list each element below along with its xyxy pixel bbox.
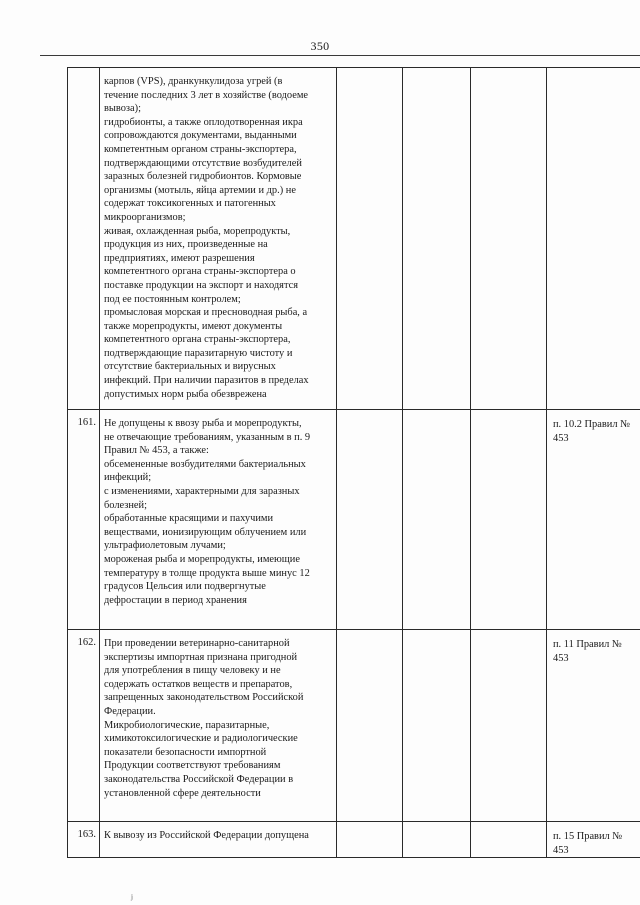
table-row (68, 630, 640, 822)
requirement-line: не отвечающие требованиям, указанным в п. 9 (104, 431, 311, 443)
requirement-line: Микробиологические, паразитарные, (104, 719, 270, 731)
requirement-line: При проведении ветеринарно-санитарной (104, 638, 290, 649)
requirement-line: содержать остатков веществ и препаратов, (104, 678, 293, 690)
empty-cell-b (403, 410, 471, 630)
requirement-line: компетентным органом страны-экспортера, (104, 143, 297, 155)
requirement-line: К вывозу из Российской Федерации допущена (104, 830, 309, 841)
requirement-line: компетентного органа страны-экспортера, (104, 334, 291, 346)
requirement-line: течение последних 3 лет в хозяйстве (водоеме (104, 89, 309, 101)
requirement-line: экспертизы импортная признана пригодной (104, 651, 298, 663)
requirement-line: подтверждающие паразитарную чистоту и (104, 347, 293, 359)
page-number: 350 (310, 39, 330, 53)
requirement-text (100, 822, 337, 858)
empty-cell-a (337, 68, 403, 410)
legal-reference: п. 11 Правил № 453 (547, 630, 640, 822)
requirement-line: градусов Цельсия или подвергнутые (104, 581, 266, 593)
requirement-line: Правил № 453, а также: (104, 445, 209, 457)
requirement-line: температуру в толще продукта выше минус 12 (104, 567, 310, 579)
requirement-line: инфекций. При наличии паразитов в пределах (104, 375, 309, 387)
requirement-line: Продукции соответствуют требованиям (104, 760, 281, 772)
legal-reference (547, 68, 640, 410)
requirement-line: отсутствие бактериальных и вирусных (104, 361, 276, 373)
requirement-line: мороженая рыба и морепродукты, имеющие (104, 553, 300, 565)
legal-reference: п. 15 Правил № 453 (547, 822, 640, 858)
requirement-line: установленной сфере деятельности (104, 787, 261, 799)
table-row (68, 822, 640, 858)
legal-reference: п. 10.2 Правил № 453 (547, 410, 640, 630)
requirement-text (100, 630, 337, 822)
row-number: 163. (68, 822, 100, 858)
empty-cell-c (471, 822, 547, 858)
requirement-line: показатели безопасности импортной (104, 746, 267, 758)
empty-cell-b (403, 822, 471, 858)
requirement-line: компетентного органа страны-экспортера о (104, 266, 296, 278)
requirement-line: законодательства Российской Федерации в (104, 773, 294, 785)
requirement-line: поставке продукции на экспорт и находятся (104, 279, 299, 291)
requirement-line: живая, охлажденная рыба, морепродукты, (104, 225, 291, 237)
requirement-line: веществами, ионизирующим облучением или (104, 526, 307, 538)
requirement-text (100, 410, 337, 630)
header-rule (40, 55, 640, 56)
requirement-line: гидробионты, а также оплодотворенная икра (104, 116, 303, 128)
requirement-line: организмы (мотыль, яйца артемии и др.) не (104, 184, 296, 196)
empty-cell-a (337, 630, 403, 822)
empty-cell-c (471, 68, 547, 410)
requirement-line: предприятиях, имеют разрешения (104, 252, 255, 264)
requirement-line: ультрафиолетовым лучами; (104, 540, 226, 552)
requirement-line: сопровождаются документами, выданными (104, 130, 297, 142)
requirement-line: химикотоксилогические и радиологические (104, 733, 298, 745)
requirement-line: промысловая морская и пресноводная рыба, а (104, 307, 308, 319)
requirement-line: Не допущены к ввозу рыба и морепродукты, (104, 418, 302, 429)
empty-cell-a (337, 822, 403, 858)
footer-mark: ј (131, 893, 133, 901)
requirement-line: Федерации. (104, 705, 156, 717)
requirement-line: содержат токсикогенных и патогенных (104, 198, 276, 210)
table-row (68, 410, 640, 630)
requirements-table (67, 67, 640, 858)
row-number: 162. (68, 630, 100, 822)
empty-cell-a (337, 410, 403, 630)
requirement-line: микроорганизмов; (104, 211, 186, 223)
requirement-line: заразных болезней гидробионтов. Кормовые (104, 171, 302, 183)
requirement-line: обсемененные возбудителями бактериальных (104, 458, 306, 470)
row-number (68, 68, 100, 410)
empty-cell-b (403, 630, 471, 822)
requirement-line: инфекций; (104, 472, 152, 484)
requirement-line: вывоза); (104, 103, 141, 115)
requirement-line: дефростации в период хранения (104, 594, 247, 606)
row-number: 161. (68, 410, 100, 630)
requirement-line: болезней; (104, 499, 147, 511)
table-row (68, 68, 640, 410)
empty-cell-b (403, 68, 471, 410)
empty-cell-c (471, 410, 547, 630)
requirement-line: также морепродукты, имеют документы (104, 320, 283, 332)
requirement-line: подтверждающими отсутствие возбудителей (104, 157, 302, 169)
requirement-line: обработанные красящими и пахучими (104, 513, 274, 525)
requirement-line: продукция из них, произведенные на (104, 239, 268, 251)
requirement-line: для употребления в пищу человеку и не (104, 665, 281, 677)
requirement-line: под ее постоянным контролем; (104, 293, 241, 305)
requirement-line: допустимых норм рыба обезврежена (104, 388, 267, 400)
requirement-text (100, 68, 337, 410)
requirement-line: с изменениями, характерными для заразных (104, 485, 300, 497)
requirement-line: карпов (VPS), дранкункулидоза угрей (в (104, 76, 283, 87)
empty-cell-c (471, 630, 547, 822)
requirement-line: запрещенных законодательством Российской (104, 692, 304, 704)
